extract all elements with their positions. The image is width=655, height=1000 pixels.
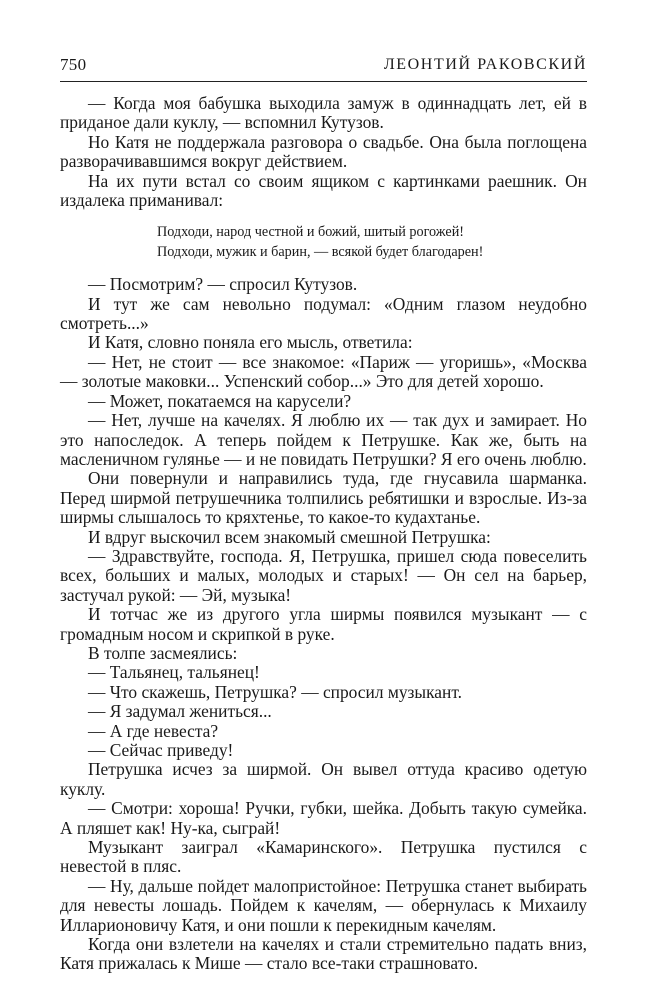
paragraph: И тут же сам невольно подумал: «Одним глазом неудобно смотреть...» [60, 293, 587, 334]
paragraph: Музыкант заиграл «Камаринского». Петрушка пустился с невестой в пляс. [60, 837, 587, 877]
paragraph: И тотчас же из другого угла ширмы появился музыкант — с громадным носом и скрипкой в руке. [60, 604, 587, 644]
paragraph: В толпе засмеялись: [88, 642, 238, 663]
paragraph: И Катя, словно поняла его мысль, ответила: [88, 332, 413, 353]
page-header [60, 55, 587, 79]
paragraph: — Что скажешь, Петрушка? — спросил музыкант. [88, 681, 462, 702]
verse-block [157, 223, 587, 262]
paragraph: — Нет, не стоит — все знакомое: «Париж — угоришь», «Москва — золотые маковки... Успенский собор...» Это для детей хорошо. [60, 351, 587, 392]
paragraph: — Тальянец, тальянец! [88, 662, 260, 683]
paragraph: И вдруг выскочил всем знакомый смешной Петрушка: [88, 526, 491, 547]
paragraph: Когда они взлетели на качелях и стали стремительно падать вниз, Катя прижалась к Мише — стало все-таки страшновато. [60, 934, 587, 974]
paragraph: — Смотри: хороша! Ручки, губки, шейка. Добыть такую сумейка. А пляшет как! Ну-ка, сыграй! [60, 798, 587, 838]
running-head: ЛЕОНТИЙ РАКОВСКИЙ [383, 56, 587, 73]
paragraph: — Когда моя бабушка выходила замуж в одиннадцать лет, ей в приданое дали куклу, — вспомнил Кутузов. [60, 93, 587, 133]
paragraph: — Сейчас приведу! [88, 740, 234, 760]
page-number: 750 [60, 55, 87, 74]
paragraph: Но Катя не поддержала разговора о свадьбе. Она была поглощена разворачивавшимся вокруг действием. [60, 131, 587, 172]
paragraph: Они повернули и направились туда, где гнусавила шарманка. Перед ширмой петрушечника толпились ребятишки и взрослые. Из-за ширмы слышалось то кряхтенье, то какое-то кудахтанье. [60, 468, 587, 528]
paragraph: — А где невеста? [88, 720, 219, 741]
paragraph: — Ну, дальше пойдет малопристойное: Петрушка станет выбирать для невесты лошадь. Пойдем к качелям, — обернулась к Михаилу Илларионовичу Катя, и они пошли к перекидным качелям. [60, 875, 587, 935]
body-text [60, 94, 587, 974]
paragraph: — Здравствуйте, господа. Я, Петрушка, пришел сюда повеселить всех, больших и малых, молодых и старых! — Он сел на барьер, застучал рукой: — Эй, музыка! [60, 545, 587, 605]
verse-line: Подходи, народ честной и божий, шитый рогожей! [157, 224, 465, 241]
header-rule [60, 81, 587, 82]
paragraph: — Может, покатаемся на карусели? [88, 390, 352, 411]
paragraph: На их пути встал со своим ящиком с картинками раешник. Он издалека приманивал: [60, 170, 587, 211]
verse-line: Подходи, мужик и барин, — всякой будет благодарен! [157, 243, 484, 260]
paragraph: Петрушка исчез за ширмой. Он вывел оттуда красиво одетую куклу. [60, 759, 587, 799]
paragraph: — Посмотрим? — спросил Кутузов. [88, 274, 358, 295]
paragraph: — Я задумал жениться... [88, 701, 272, 722]
paragraph: — Нет, лучше на качелях. Я люблю их — так дух и замирает. Но это напоследок. А теперь пойдем к Петрушке. Как же, быть на масленичном гулянье — и не повидать Петрушки? Я его очень люблю. [60, 410, 587, 469]
